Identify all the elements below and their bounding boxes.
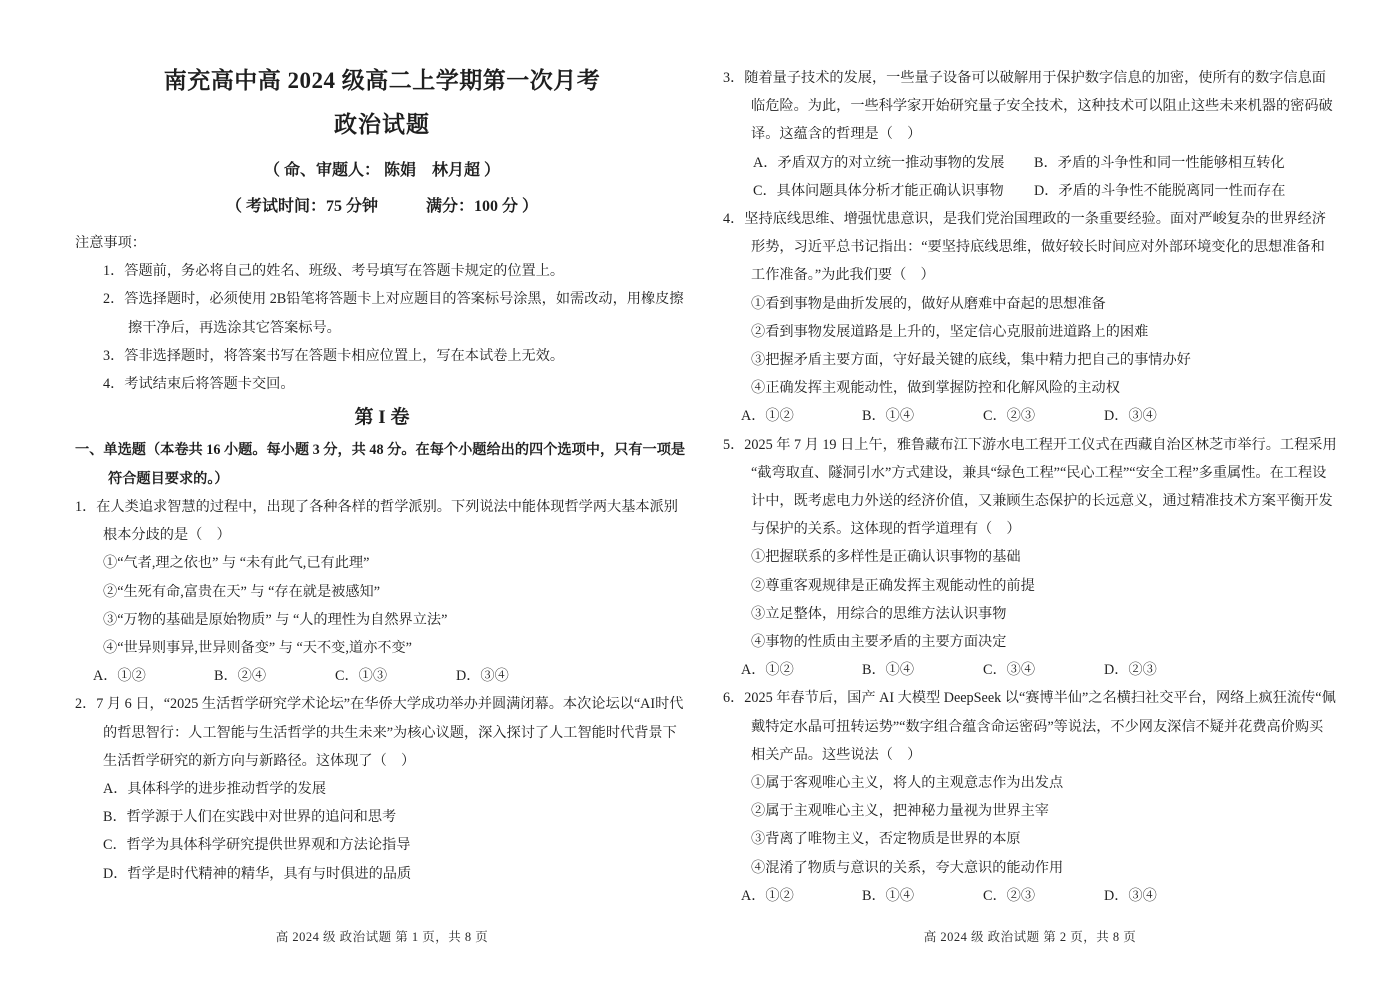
question-statement: ③背离了唯物主义，否定物质是世界的本原 bbox=[751, 831, 1021, 848]
question-statement: ①“气者,理之依也” 与 “未有此气,已有此理” bbox=[103, 555, 370, 572]
notice-heading: 注意事项： bbox=[75, 235, 146, 251]
answer-option: D．矛盾的斗争性不能脱离同一性而存在 bbox=[1034, 182, 1286, 199]
answer-option: A．具体科学的进步推动哲学的发展 bbox=[103, 781, 327, 798]
question-stem bbox=[75, 493, 689, 549]
question-statement: ③立足整体，用综合的思维方法认识事物 bbox=[751, 605, 1007, 622]
question-statement: ②属于主观唯心主义，把神秘力量视为世界主宰 bbox=[751, 803, 1049, 820]
answer-option: C．哲学为具体科学研究提供世界观和方法论指导 bbox=[103, 837, 411, 854]
answer-option: D．③④ bbox=[1104, 887, 1157, 904]
answer-option: A．①② bbox=[93, 668, 146, 685]
notice-item: 1．答题前，务必将自己的姓名、班级、考号填写在答题卡规定的位置上。 bbox=[103, 263, 565, 280]
question-number: 3． bbox=[723, 70, 745, 86]
question-2 bbox=[75, 690, 689, 887]
question-statement: ②尊重客观规律是正确发挥主观能动性的前提 bbox=[751, 577, 1035, 594]
answer-option: B．①④ bbox=[862, 408, 915, 425]
exam-subject-title: 政治试题 bbox=[334, 112, 430, 137]
answer-option: D．哲学是时代精神的精华，具有与时俱进的品质 bbox=[103, 865, 412, 882]
page-2-footer: 高 2024 级 政治试题 第 2 页，共 8 页 bbox=[923, 930, 1137, 944]
question-options bbox=[75, 775, 689, 888]
question-4 bbox=[723, 205, 1337, 431]
section-heading: 一、单选题（本卷共 16 小题。每小题 3 分，共 48 分。在每个小题给出的四个选项中，只有一项是符合题目要求的。） bbox=[75, 442, 686, 487]
answer-option: A．①② bbox=[741, 408, 794, 425]
question-number: 2． bbox=[75, 696, 97, 713]
answer-option: A．矛盾双方的对立统一推动事物的发展 bbox=[753, 154, 1005, 171]
answer-option: D．③④ bbox=[456, 668, 509, 685]
page-1-footer: 高 2024 级 政治试题 第 1 页，共 8 页 bbox=[275, 930, 489, 944]
exam-info-line: （ 考试时间：75 分钟 满分：100 分 ） bbox=[225, 198, 538, 215]
question-number: 4． bbox=[723, 211, 745, 228]
answer-option: C．③④ bbox=[983, 662, 1036, 679]
question-1 bbox=[75, 493, 689, 690]
question-stem-text: 随着量子技术的发展，一些量子设备可以破解用于保护数字信息的加密，使所有的数字信息面临危险。为此，一些科学家开始研究量子安全技术，这种技术可以阻止这些未来机器的密码破译。这蕴含的哲理是（ ） bbox=[744, 70, 1333, 143]
question-statement: ④混淆了物质与意识的关系，夸大意识的能动作用 bbox=[751, 859, 1064, 876]
question-statement: ③“万物的基础是原始物质” 与 “人的理性为自然界立法” bbox=[103, 611, 448, 628]
question-number: 5． bbox=[723, 436, 745, 453]
answer-option: B．②④ bbox=[214, 668, 267, 685]
question-stem-text: 7 月 6 日，“2025 生活哲学研究学术论坛”在华侨大学成功举办并圆满闭幕。本次论坛以“AI时代的哲思智行：人工智能与生活哲学的共生未来”为核心议题，深入探讨了人工智能时代背景下生活哲学研究的新方向与新路径。这体现了（ ） bbox=[96, 696, 684, 769]
question-stem-text: 在人类追求智慧的过程中，出现了各种各样的哲学派别。下列说法中能体现哲学两大基本派别根本分歧的是（ ） bbox=[96, 499, 678, 544]
question-stem bbox=[723, 205, 1337, 290]
question-statement: ④事物的性质由主要矛盾的主要方面决定 bbox=[751, 634, 1007, 651]
answer-option: D．②③ bbox=[1104, 662, 1157, 679]
answer-option: D．③④ bbox=[1104, 408, 1157, 425]
question-stem-text: 坚持底线思维、增强忧患意识，是我们党治国理政的一条重要经验。面对严峻复杂的世界经济形势，习近平总书记指出：“要坚持底线思维，做好较长时间应对外部环境变化的思想准备和工作准备。”为此我们要（ ） bbox=[744, 211, 1326, 284]
question-statement: ④“世异则事异,世异则备变” 与 “天不变,道亦不变” bbox=[103, 640, 412, 657]
question-options bbox=[723, 149, 1337, 205]
exam-authors-line: （ 命、审题人： 陈娟 林月超 ） bbox=[263, 162, 500, 179]
question-6 bbox=[723, 684, 1337, 910]
question-statement: ④正确发挥主观能动性，做到掌握防控和化解风险的主动权 bbox=[751, 380, 1120, 397]
question-options bbox=[723, 882, 1337, 910]
question-stem-text: 2025 年春节后，国产 AI 大模型 DeepSeek 以“赛博半仙”之名横扫社交平台，网络上疯狂流传“佩戴特定水晶可扭转运势”“数字组合蕴含命运密码”等说法，不少网友深信不疑并花费高价购买相关产品。这些说法（ ） bbox=[744, 690, 1336, 763]
question-options bbox=[723, 656, 1337, 684]
page-1-column bbox=[75, 64, 689, 910]
answer-option: C．②③ bbox=[983, 408, 1036, 425]
question-statement: ①看到事物是曲折发展的，做好从磨难中奋起的思想准备 bbox=[751, 295, 1106, 312]
question-list-page-2 bbox=[723, 64, 1337, 910]
question-statement: ③把握矛盾主要方面，守好最关键的底线，集中精力把自己的事情办好 bbox=[751, 352, 1191, 369]
answer-option: B．①④ bbox=[862, 887, 915, 904]
page-2-column bbox=[723, 64, 1337, 910]
answer-option: B．①④ bbox=[862, 662, 915, 679]
question-number: 6． bbox=[723, 690, 745, 707]
question-5 bbox=[723, 431, 1337, 685]
question-statement: ②看到事物发展道路是上升的，坚定信心克服前进道路上的困难 bbox=[751, 323, 1149, 340]
question-statement: ②“生死有命,富贵在天” 与 “存在就是被感知” bbox=[103, 583, 381, 600]
notice-item: 4．考试结束后将答题卡交回。 bbox=[103, 376, 295, 393]
answer-option: C．①③ bbox=[335, 668, 388, 685]
notice-item: 2．答选择题时，必须使用 2B铅笔将答题卡上对应题目的答案标号涂黑，如需改动，用橡皮擦擦干净后，再选涂其它答案标号。 bbox=[103, 291, 684, 336]
answer-option: B．矛盾的斗争性和同一性能够相互转化 bbox=[1034, 154, 1285, 171]
question-stem bbox=[723, 684, 1337, 769]
question-statement: ①属于客观唯心主义，将人的主观意志作为出发点 bbox=[751, 775, 1064, 792]
answer-option: C．②③ bbox=[983, 887, 1036, 904]
notice-item: 3．答非选择题时，将答案书写在答题卡相应位置上，写在本试卷上无效。 bbox=[103, 347, 565, 364]
part-heading: 第 I 卷 bbox=[354, 407, 410, 429]
question-statement: ①把握联系的多样性是正确认识事物的基础 bbox=[751, 549, 1021, 566]
answer-option: B．哲学源于人们在实践中对世界的追问和思考 bbox=[103, 809, 397, 826]
question-list-page-1 bbox=[75, 493, 689, 888]
question-stem bbox=[723, 431, 1337, 544]
answer-option: A．①② bbox=[741, 887, 794, 904]
question-3 bbox=[723, 64, 1337, 205]
question-stem-text: 2025 年 7 月 19 日上午，雅鲁藏布江下游水电工程开工仪式在西藏自治区林芝市举行。工程采用“截弯取直、隧洞引水”方式建设，兼具“绿色工程”“民心工程”“安全工程”多重属性。在工程设计中，既考虑电力外送的经济价值，又兼顾生态保护的长远意义，通过精准技术方案平衡开发与保护的关系。这体现的哲学道理有（ ） bbox=[744, 436, 1337, 538]
question-number: 1． bbox=[75, 499, 97, 516]
question-stem bbox=[723, 64, 1337, 149]
exam-title: 南充高中高 2024 级高二上学期第一次月考 bbox=[163, 68, 601, 93]
question-options bbox=[723, 402, 1337, 430]
answer-option: A．①② bbox=[741, 662, 794, 679]
question-options bbox=[75, 662, 689, 690]
answer-option: C．具体问题具体分析才能正确认识事物 bbox=[753, 182, 1004, 199]
question-stem bbox=[75, 690, 689, 775]
notice-list bbox=[75, 257, 689, 398]
